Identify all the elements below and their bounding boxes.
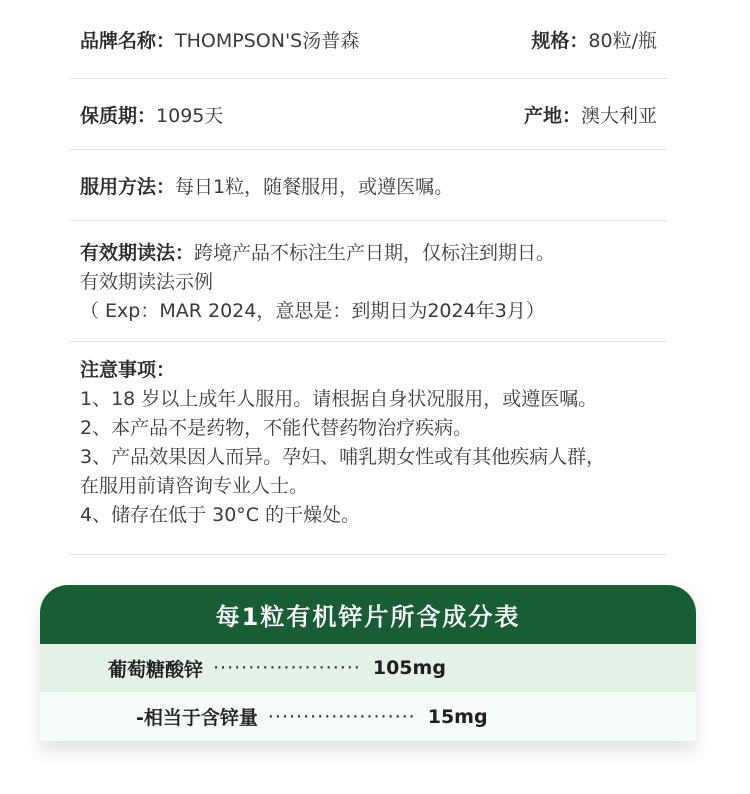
spec-label: 规格： (531, 29, 589, 52)
expiry-line (80, 239, 657, 268)
origin-value: 澳大利亚 (580, 104, 657, 127)
brand-value: THOMPSON'S汤普森 (175, 29, 360, 52)
notes-item: 在服用前请咨询专业人士。 (80, 475, 309, 497)
ingredient-name: -相当于含锌量 (136, 707, 258, 729)
ingredient-name: 葡萄糖酸锌 (108, 658, 204, 681)
shelf-life-label: 保质期： (80, 104, 157, 127)
info-row-brand-spec (70, 0, 667, 79)
notes-item: 2、本产品不是药物，不能代替药物治疗疾病。 (80, 417, 473, 439)
info-row-shelf-origin (70, 79, 667, 150)
ingredients-table (40, 585, 696, 741)
notes-section (70, 342, 667, 555)
expiry-value: 跨境产品不标注生产日期，仅标注到期日。 (194, 242, 556, 264)
expiry-label: 有效期读法： (80, 242, 195, 264)
spec-value: 80粒/瓶 (588, 29, 657, 52)
brand-field (80, 26, 359, 53)
ingredient-row (40, 644, 696, 692)
notes-item: 4、储存在低于 30°C 的干燥处。 (80, 504, 361, 526)
ingredient-amount: 105mg (372, 657, 446, 679)
notes-title: 注意事项： (80, 359, 176, 381)
expiry-example-title: 有效期读法示例 (80, 271, 214, 293)
ingredient-amount: 15mg (427, 705, 488, 728)
ingredient-row (40, 692, 696, 741)
expiry-example: （ Exp：MAR 2024，意思是：到期日为2024年3月） (80, 300, 545, 322)
shelf-life-field (80, 101, 223, 128)
spec-field (531, 26, 657, 53)
notes-item: 3、产品效果因人而异。孕妇、哺乳期女性或有其他疾病人群， (80, 446, 606, 468)
ingredients-title: 每1粒有机锌片所含成分表 (40, 585, 696, 644)
origin-label: 产地： (523, 104, 581, 127)
info-row-expiry (70, 221, 667, 342)
product-info-list (70, 0, 667, 555)
brand-label: 品牌名称： (80, 29, 176, 52)
ingredient-leader-dots: ····················· (213, 657, 361, 679)
notes-item: 1、18 岁以上成年人服用。请根据自身状况服用，或遵医嘱。 (80, 388, 598, 410)
info-row-usage (70, 150, 667, 221)
origin-field (524, 101, 657, 128)
ingredient-leader-dots: ····················· (267, 705, 416, 728)
usage-label: 服用方法： (80, 175, 176, 198)
usage-value: 每日1粒，随餐服用，或遵医嘱。 (175, 175, 454, 198)
shelf-life-value: 1095天 (156, 104, 224, 127)
